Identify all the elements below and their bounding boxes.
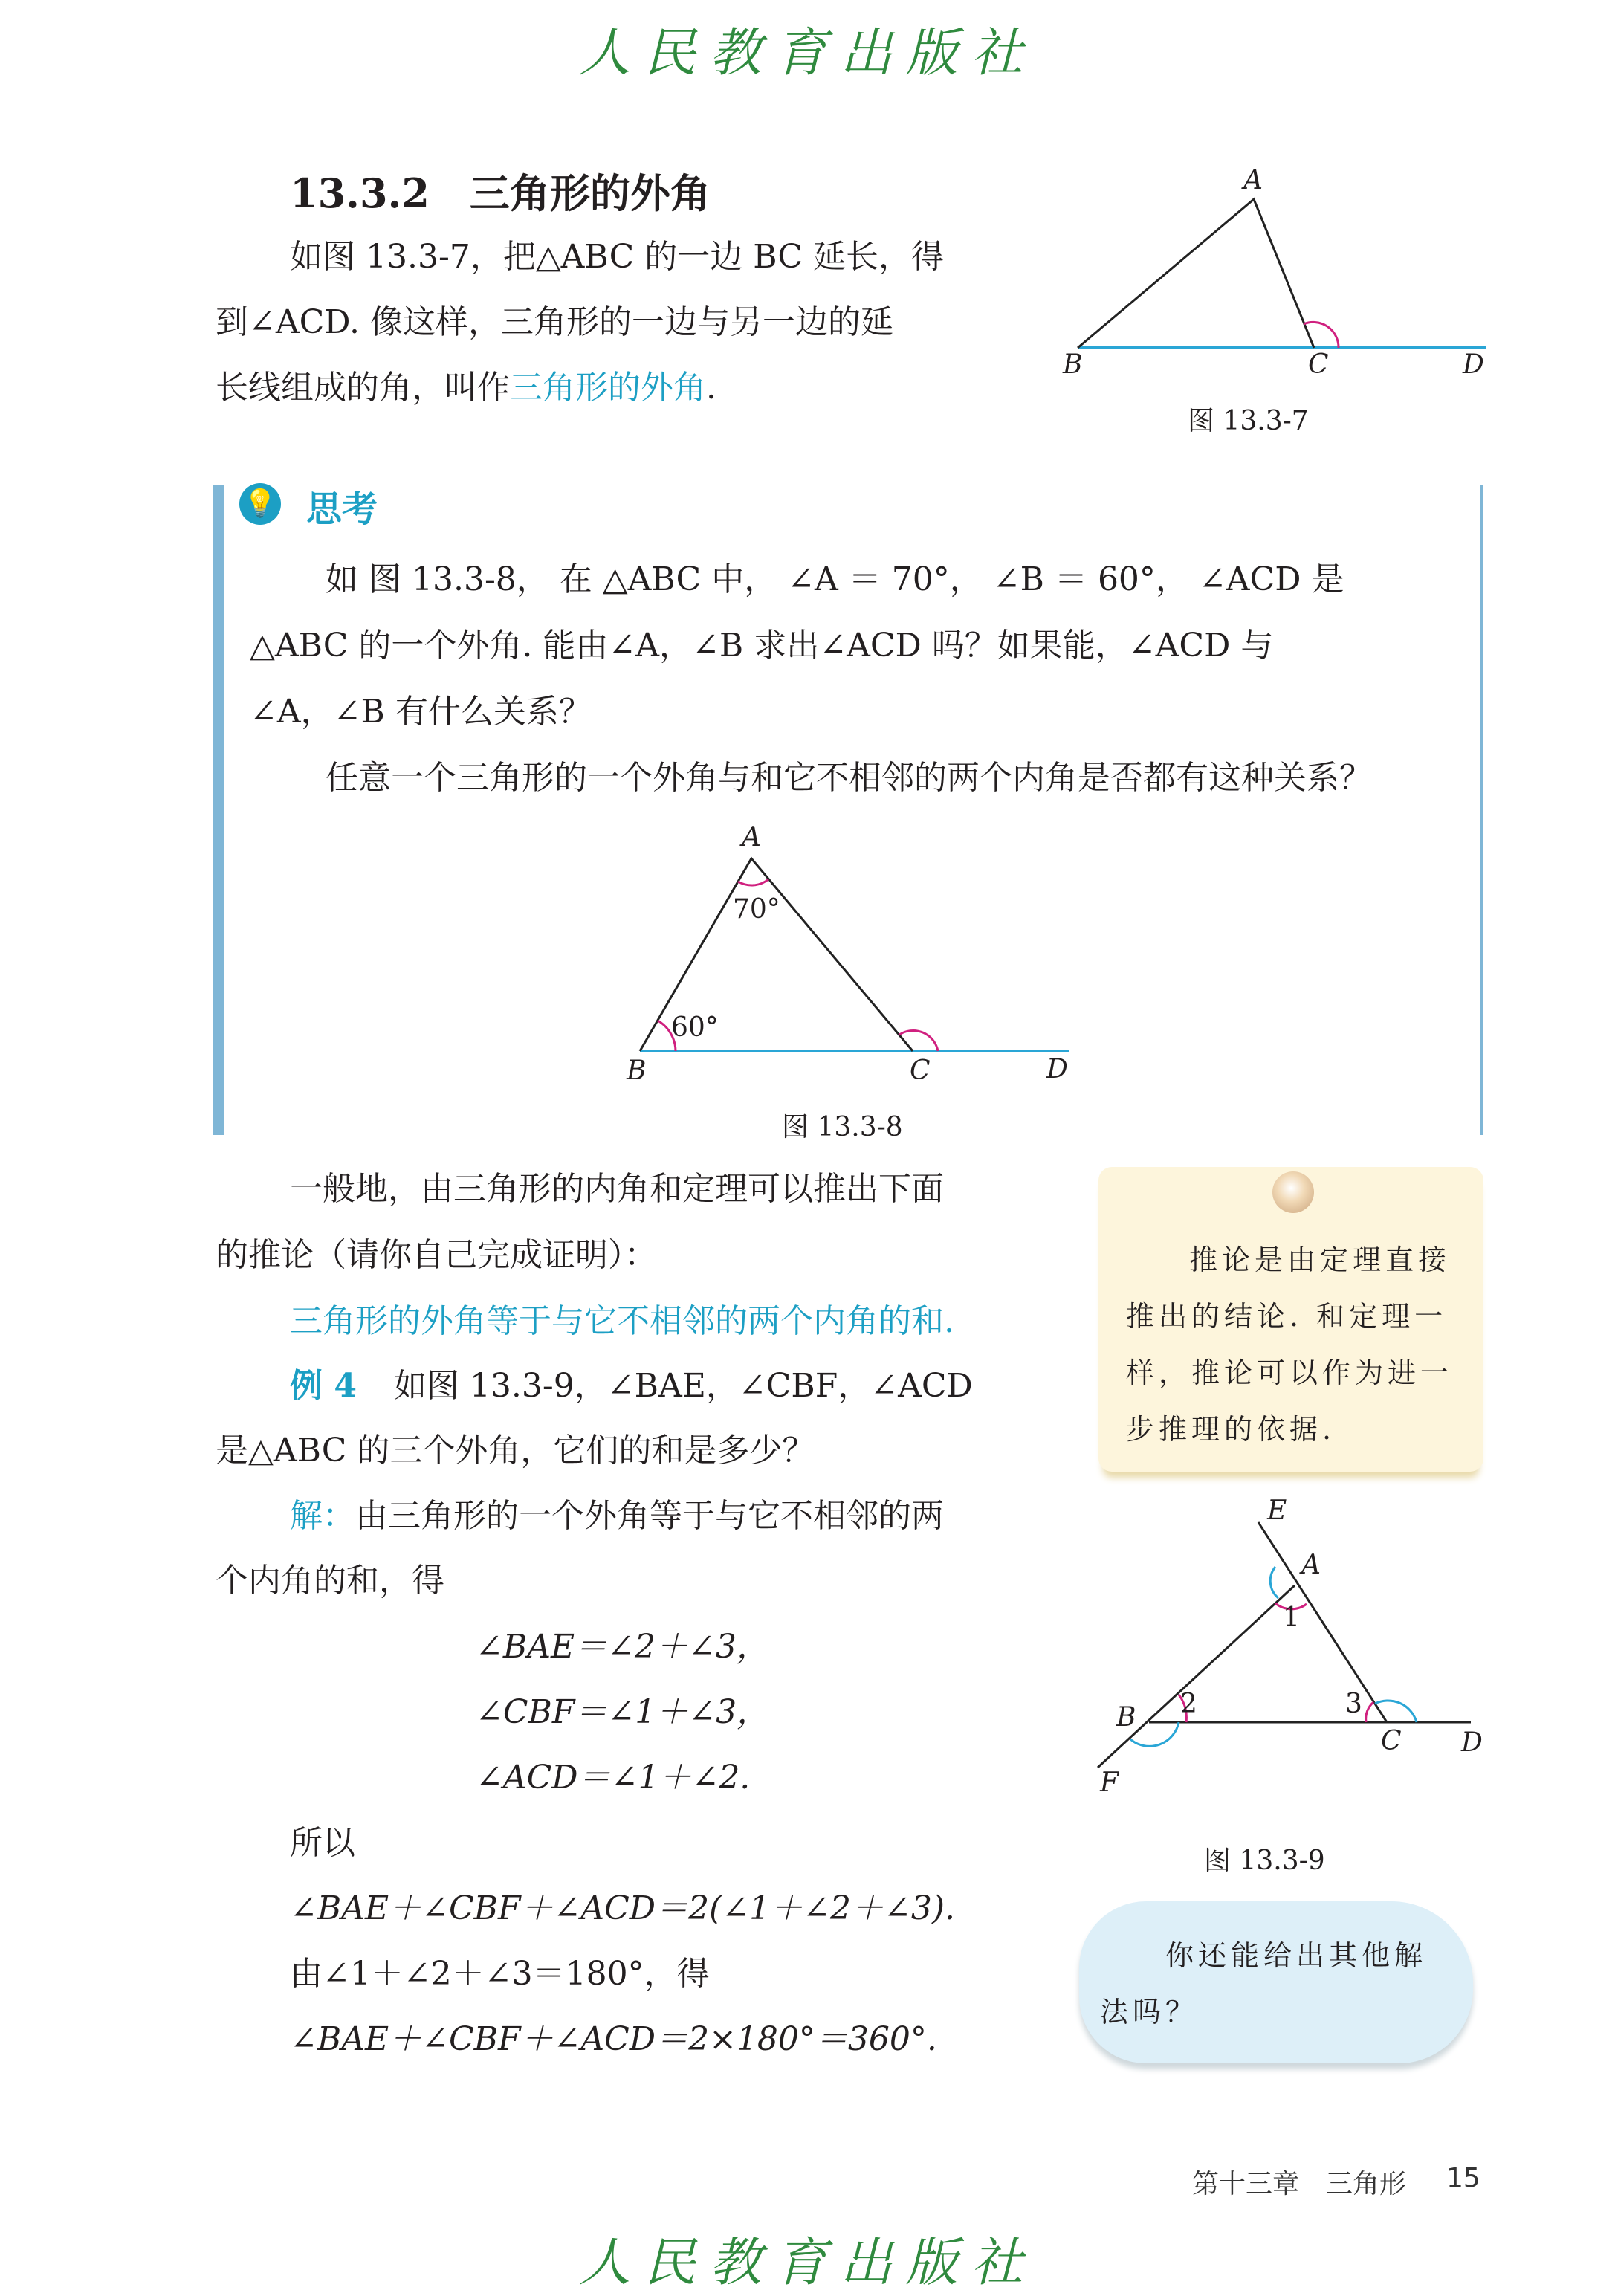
- equation-4: ∠BAE＋∠CBF＋∠ACD＝2(∠1＋∠2＋∠3).: [290, 1889, 955, 1927]
- label-f: F: [1100, 1768, 1119, 1798]
- label-c: C: [1308, 349, 1329, 380]
- section-title: 13.3.2 三角形的外角: [290, 169, 711, 217]
- equation-1: ∠BAE＝∠2＋∠3，: [476, 1628, 769, 1666]
- note-line-4: 步推理的依据.: [1126, 1413, 1336, 1446]
- note-line-2: 推出的结论. 和定理一: [1126, 1300, 1448, 1333]
- equation-5: 由∠1＋∠2＋∠3＝180°，得: [290, 1955, 710, 1993]
- intro-line-2: 到∠ACD. 像这样，三角形的一边与另一边的延: [216, 303, 893, 341]
- label-3: 3: [1345, 1689, 1362, 1719]
- figure-caption: 图 13.3-7: [1188, 406, 1309, 436]
- angle-a-value: 70°: [733, 894, 780, 925]
- so-text: 所以: [290, 1824, 355, 1862]
- label-2: 2: [1180, 1689, 1197, 1719]
- example-line-2: 是△ABC 的三个外角，它们的和是多少？: [216, 1432, 815, 1469]
- think-line-4: 任意一个三角形的一个外角与和它不相邻的两个内角是否都有这种关系？: [326, 759, 1372, 797]
- label-d: D: [1461, 1727, 1483, 1758]
- intro-text: 长线组成的角，叫作: [216, 369, 510, 407]
- think-line-3: ∠A，∠B 有什么关系？: [250, 693, 592, 731]
- label-b: B: [1063, 349, 1083, 380]
- publisher-logo-bottom: 人民教育出版社: [578, 2232, 1037, 2293]
- term-exterior-angle: 三角形的外角: [510, 369, 706, 407]
- example-label: 例 4: [290, 1367, 357, 1405]
- equation-6: ∠BAE＋∠CBF＋∠ACD＝2×180°＝360°.: [290, 2020, 937, 2058]
- solution-label: 解：: [290, 1497, 355, 1535]
- angle-arc-cbf: [1130, 1722, 1179, 1746]
- cloud-line-2: 法吗？: [1100, 1996, 1199, 2028]
- angle-arc-bae: [1270, 1567, 1278, 1598]
- body-line-1: 一般地，由三角形的内角和定理可以推出下面: [290, 1170, 944, 1208]
- label-d: D: [1463, 349, 1484, 380]
- label-d: D: [1046, 1054, 1068, 1084]
- solution-text: 由三角形的一个外角等于与它不相邻的两: [355, 1497, 944, 1535]
- label-a: A: [1301, 1550, 1321, 1580]
- angle-arc-3: [1366, 1702, 1373, 1722]
- thought-cloud: [1079, 1901, 1473, 2063]
- example-text: 如图 13.3-9，∠BAE，∠CBF，∠ACD: [393, 1367, 973, 1405]
- label-1: 1: [1283, 1603, 1300, 1633]
- equation-3: ∠ACD＝∠1＋∠2.: [476, 1759, 751, 1797]
- page-number: 15: [1446, 2163, 1480, 2193]
- note-line-3: 样，推论可以作为进一: [1126, 1356, 1454, 1389]
- intro-end: .: [706, 369, 716, 407]
- lightbulb-head-icon: 💡: [239, 483, 281, 525]
- intro-line-1: 如图 13.3-7，把△ABC 的一边 BC 延长，得: [290, 238, 945, 276]
- label-b: B: [627, 1055, 647, 1086]
- label-e: E: [1267, 1495, 1287, 1526]
- equation-2: ∠CBF＝∠1＋∠3，: [476, 1693, 770, 1731]
- label-a: A: [1243, 165, 1263, 195]
- think-heading: 思考: [306, 488, 378, 530]
- line-fa: [1098, 1585, 1295, 1768]
- cloud-line-1: 你还能给出其他解: [1165, 1939, 1428, 1972]
- corollary: 三角形的外角等于与它不相邻的两个内角的和.: [290, 1302, 954, 1340]
- label-c: C: [910, 1055, 931, 1086]
- publisher-logo: 人民教育出版社: [578, 22, 1037, 83]
- angle-b-value: 60°: [671, 1012, 719, 1043]
- body-line-2: 的推论（请你自己完成证明）：: [216, 1236, 657, 1274]
- label-a: A: [742, 822, 761, 853]
- label-c: C: [1381, 1726, 1402, 1756]
- think-line-1: 如 图 13.3-8， 在 △ABC 中， ∠A ＝ 70°， ∠B ＝ 60°， ∠ACD 是: [326, 560, 1344, 598]
- line-ec: [1258, 1522, 1387, 1722]
- label-b: B: [1116, 1702, 1136, 1733]
- think-line-2: △ABC 的一个外角. 能由∠A，∠B 求出∠ACD 吗？如果能，∠ACD 与: [250, 627, 1274, 664]
- chapter-label: 第十三章 三角形: [1192, 2169, 1407, 2199]
- figure-caption: 图 13.3-8: [782, 1112, 903, 1142]
- figure-caption: 图 13.3-9: [1204, 1846, 1325, 1876]
- note-line-1: 推论是由定理直接: [1189, 1244, 1451, 1276]
- solution-line-2: 个内角的和，得: [216, 1562, 444, 1600]
